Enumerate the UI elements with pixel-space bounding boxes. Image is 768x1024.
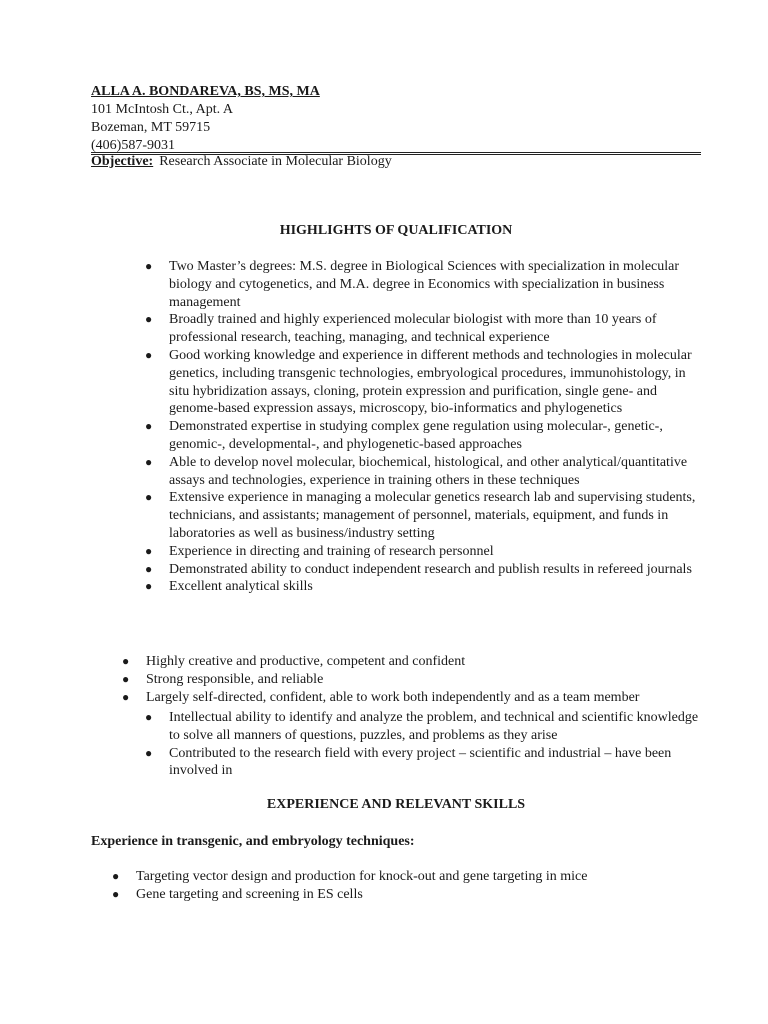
list-item	[112, 886, 706, 904]
address-line-1: 101 McIntosh Ct., Apt. A	[91, 102, 233, 117]
bullet-icon: ●	[145, 561, 153, 576]
list-item-text: Demonstrated expertise in studying complex gene regulation using molecular-, genetic-, genomic-, developmental-, and phylogenetic-based approaches	[169, 419, 663, 452]
list-item	[112, 868, 706, 886]
bullet-icon: ●	[112, 886, 120, 901]
bullet-icon: ●	[145, 579, 153, 594]
applicant-name: ALLA A. BONDAREVA, BS, MS, MA	[91, 84, 320, 99]
list-item-text: Good working knowledge and experience in different methods and technologies in molecular genetics, including transgenic technologies, embryological procedures, immunohistology, in situ hybridization assays, cloning, protein expression and purification, single gene- and genome-based expression assays, microscopy, bio-informatics and phylogenetics	[169, 347, 692, 417]
highlights-list	[145, 258, 709, 596]
address-line-2: Bozeman, MT 59715	[91, 120, 211, 135]
bullet-icon: ●	[112, 869, 120, 883]
bullet-icon: ●	[145, 259, 153, 273]
bullet-icon: ●	[145, 745, 153, 760]
list-item	[145, 745, 709, 781]
bullet-icon: ●	[145, 543, 153, 558]
list-item-text: Highly creative and productive, competent and confident	[146, 654, 466, 669]
list-item	[145, 418, 709, 454]
list-item	[145, 578, 709, 596]
list-item	[145, 311, 709, 347]
experience-heading: EXPERIENCE AND RELEVANT SKILLS	[266, 797, 526, 812]
list-item	[122, 689, 706, 707]
list-item	[145, 709, 709, 745]
bullet-icon: ●	[122, 689, 130, 704]
abilities-list	[145, 709, 709, 780]
list-item-text: Demonstrated ability to conduct independent research and publish results in refereed journals	[169, 561, 692, 577]
list-item	[145, 561, 709, 579]
objective-label: Objective:	[91, 154, 154, 169]
list-item	[145, 543, 709, 561]
list-item-text: Targeting vector design and production for knock-out and gene targeting in mice	[136, 869, 588, 884]
list-item	[145, 454, 709, 490]
list-item-text: Gene targeting and screening in ES cells	[136, 886, 363, 902]
contact-header	[91, 83, 701, 155]
list-item-text: Experience in directing and training of research personnel	[169, 543, 494, 559]
list-item	[145, 258, 709, 311]
list-item-text: Two Master’s degrees: M.S. degree in Biological Sciences with specialization in molecular biology and cytogenetics, and M.A. degree in Economics with specialization in business management	[169, 259, 680, 310]
bullet-icon: ●	[145, 419, 153, 434]
phone-number: (406)587-9031	[91, 138, 175, 153]
bullet-icon: ●	[145, 347, 153, 362]
bullet-icon: ●	[145, 490, 153, 505]
bullet-icon: ●	[145, 312, 153, 327]
list-item	[145, 347, 709, 418]
objective-text: Research Associate in Molecular Biology	[159, 154, 392, 169]
list-item-text: Extensive experience in managing a molecular genetics research lab and supervising students, technicians, and assistants; management of personnel, materials, equipment, and funds in laboratories as well as business/industry setting	[169, 490, 696, 541]
list-item	[122, 653, 706, 671]
experience-subheading: Experience in transgenic, and embryology techniques:	[91, 834, 415, 849]
list-item-text: Able to develop novel molecular, biochemical, histological, and other analytical/quantitative assays and technologies, experience in training others in these techniques	[169, 454, 688, 488]
experience-list	[112, 868, 706, 904]
list-item-text: Intellectual ability to identify and analyze the problem, and technical and scientific knowledge to solve all manners of questions, puzzles, and problems as they arise	[169, 710, 699, 743]
list-item-text: Largely self-directed, confident, able to work both independently and as a team member	[146, 689, 640, 705]
list-item-text: Contributed to the research field with every project – scientific and industrial – have been involved in	[169, 745, 672, 779]
bullet-icon: ●	[145, 710, 153, 724]
list-item-text: Broadly trained and highly experienced molecular biologist with more than 10 years of professional research, teaching, managing, and technical experience	[169, 312, 657, 346]
list-item-text: Strong responsible, and reliable	[146, 671, 324, 687]
bullet-icon: ●	[122, 654, 130, 668]
personal-traits-list	[122, 653, 706, 706]
objective-line	[91, 153, 392, 171]
bullet-icon: ●	[122, 671, 130, 686]
list-item-text: Excellent analytical skills	[169, 579, 313, 595]
highlights-heading: HIGHLIGHTS OF QUALIFICATION	[279, 223, 513, 238]
bullet-icon: ●	[145, 454, 153, 469]
list-item	[145, 489, 709, 542]
list-item	[122, 671, 706, 689]
